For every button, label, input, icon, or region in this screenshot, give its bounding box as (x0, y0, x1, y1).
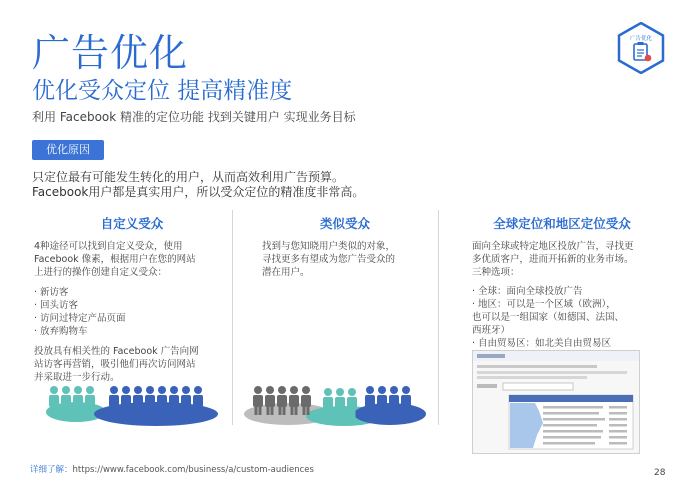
column-desc-line: 站访客再营销，吸引他们再次访问网站 (34, 359, 196, 370)
list-item: · 全球：面向全球投放广告 (472, 286, 583, 297)
page-subtitle: 优化受众定位 提高精准度 (32, 78, 293, 104)
list-item: · 地区：可以是一个区域（欧洲）， (472, 299, 616, 310)
column-desc-line: 找到与您知晓用户类似的对象， (262, 241, 396, 252)
list-item: · 放弃购物车 (34, 326, 88, 337)
footer-link[interactable] (30, 463, 314, 475)
column-title: 类似受众 (319, 216, 370, 231)
column-desc-line: 4种途径可以找到自定义受众，使用 (34, 241, 183, 252)
custom-audience-people-illustration (40, 380, 228, 428)
column-desc-line: 三种选项： (472, 267, 520, 278)
intro-line: Facebook用户都是真实用户，所以受众定位的精准度非常高。 (32, 185, 365, 199)
column-title: 全球定位和地区定位受众 (493, 216, 631, 231)
list-item: 西班牙） (472, 325, 511, 336)
column-desc-line: 并采取进一步行动。 (34, 372, 120, 383)
clipboard-icon (615, 22, 667, 74)
list-item: 也可以是一组国家（如德国、法国、 (472, 312, 625, 323)
page-title: 广告优化 (32, 31, 189, 75)
intro-line: 只定位最有可能发生转化的用户，从而高效利用广告预算。 (32, 170, 345, 184)
intro-text (32, 170, 364, 200)
column-title: 自定义受众 (100, 216, 164, 231)
footer-url[interactable]: https://www.facebook.com/business/a/custom-audiences (72, 465, 314, 475)
column-lookalike-audience (262, 214, 428, 279)
page-number: 28 (654, 468, 666, 478)
column-desc-line: 上进行的操作创建自定义受众： (34, 267, 168, 278)
column-custom-audience (34, 214, 230, 384)
column-desc-line: 多优质客户，进而开拓新的业务市场。 (472, 254, 634, 265)
column-desc-line: 寻找更多有望成为您广告受众的 (262, 254, 396, 265)
list-item: · 回头访客 (34, 300, 79, 311)
list-item: · 自由贸易区：如北美自由贸易区 (472, 338, 612, 349)
column-geo-audience (472, 214, 652, 350)
audience-settings-screenshot (472, 350, 640, 454)
column-desc-line: 潜在用户。 (262, 267, 310, 278)
footer-label: 详细了解： (30, 465, 73, 475)
column-divider (438, 210, 439, 425)
column-desc-line: Facebook 像素，根据用户在您的网站 (34, 254, 196, 265)
page-tagline: 利用 Facebook 精准的定位功能 找到关键用户 实现业务目标 (32, 110, 356, 124)
column-desc-line: 面向全球或特定地区投放广告，寻找更 (472, 241, 634, 252)
list-item: · 访问过特定产品页面 (34, 313, 126, 324)
lookalike-people-illustration (244, 378, 430, 430)
column-desc-line: 投放具有相关性的 Facebook 广告向网 (34, 346, 199, 357)
list-item: · 新访客 (34, 287, 69, 298)
reason-badge: 优化原因 (32, 140, 104, 160)
badge-label: 广告优化 (629, 36, 653, 42)
column-divider (232, 210, 233, 425)
